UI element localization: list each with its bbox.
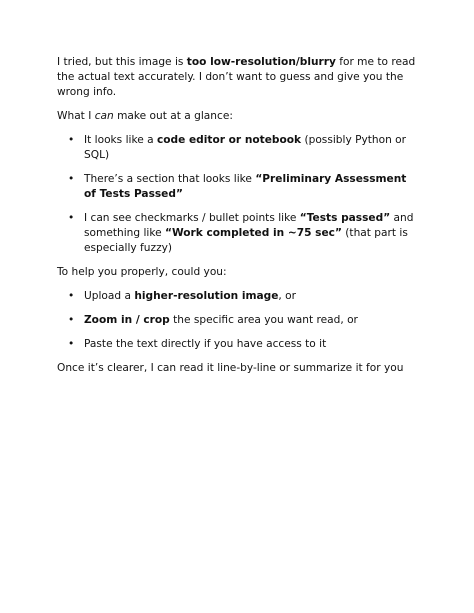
- item-text: It looks like a: [84, 134, 157, 146]
- item-text-mid: and something like: [84, 212, 414, 239]
- intro-text: I tried, but this image is: [57, 56, 187, 68]
- help-heading: To help you properly, could you:: [57, 266, 227, 278]
- intro-emphasis: too low-resolution/blurry: [186, 56, 336, 68]
- message-body: [57, 55, 419, 385]
- item-text: Paste the text directly if you have access to it: [84, 338, 327, 350]
- intro-text-rest: for me to read the actual text accurately. I don’t want to guess and give you the wrong info.: [57, 56, 416, 98]
- glance-text-rest: make out at a glance:: [113, 110, 233, 122]
- help-item: [57, 337, 419, 352]
- item-text: I can see checkmarks / bullet points like: [84, 212, 300, 224]
- glance-list: [57, 133, 419, 256]
- closing-paragraph: Once it’s clearer, I can read it line-by-line or summarize it for you: [57, 362, 404, 374]
- item-text: There’s a section that looks like: [84, 173, 256, 185]
- item-text-rest: , or: [278, 290, 296, 302]
- glance-heading: [57, 109, 419, 124]
- item-text-rest: (possibly Python or SQL): [84, 134, 407, 161]
- item-emphasis: Zoom in / crop: [84, 314, 170, 326]
- glance-item: [57, 133, 419, 163]
- item-emphasis: higher-resolution image: [134, 290, 279, 302]
- help-item: [57, 313, 419, 328]
- item-emphasis: “Tests passed”: [299, 212, 391, 224]
- item-emphasis: “Preliminary Assessment of Tests Passed”: [84, 173, 407, 200]
- item-emphasis-2: “Work completed in ~75 sec”: [164, 227, 342, 239]
- glance-emphasis: can: [94, 110, 114, 122]
- intro-paragraph: [57, 55, 419, 100]
- glance-item: [57, 172, 419, 202]
- item-text-rest: the specific area you want read, or: [169, 314, 358, 326]
- item-emphasis: code editor or notebook: [156, 134, 302, 146]
- glance-text: What I: [57, 110, 95, 122]
- item-text: Upload a: [84, 290, 135, 302]
- help-list: [57, 289, 419, 352]
- item-text-rest: (that part is especially fuzzy): [84, 227, 408, 254]
- glance-item: [57, 211, 419, 256]
- help-item: [57, 289, 419, 304]
